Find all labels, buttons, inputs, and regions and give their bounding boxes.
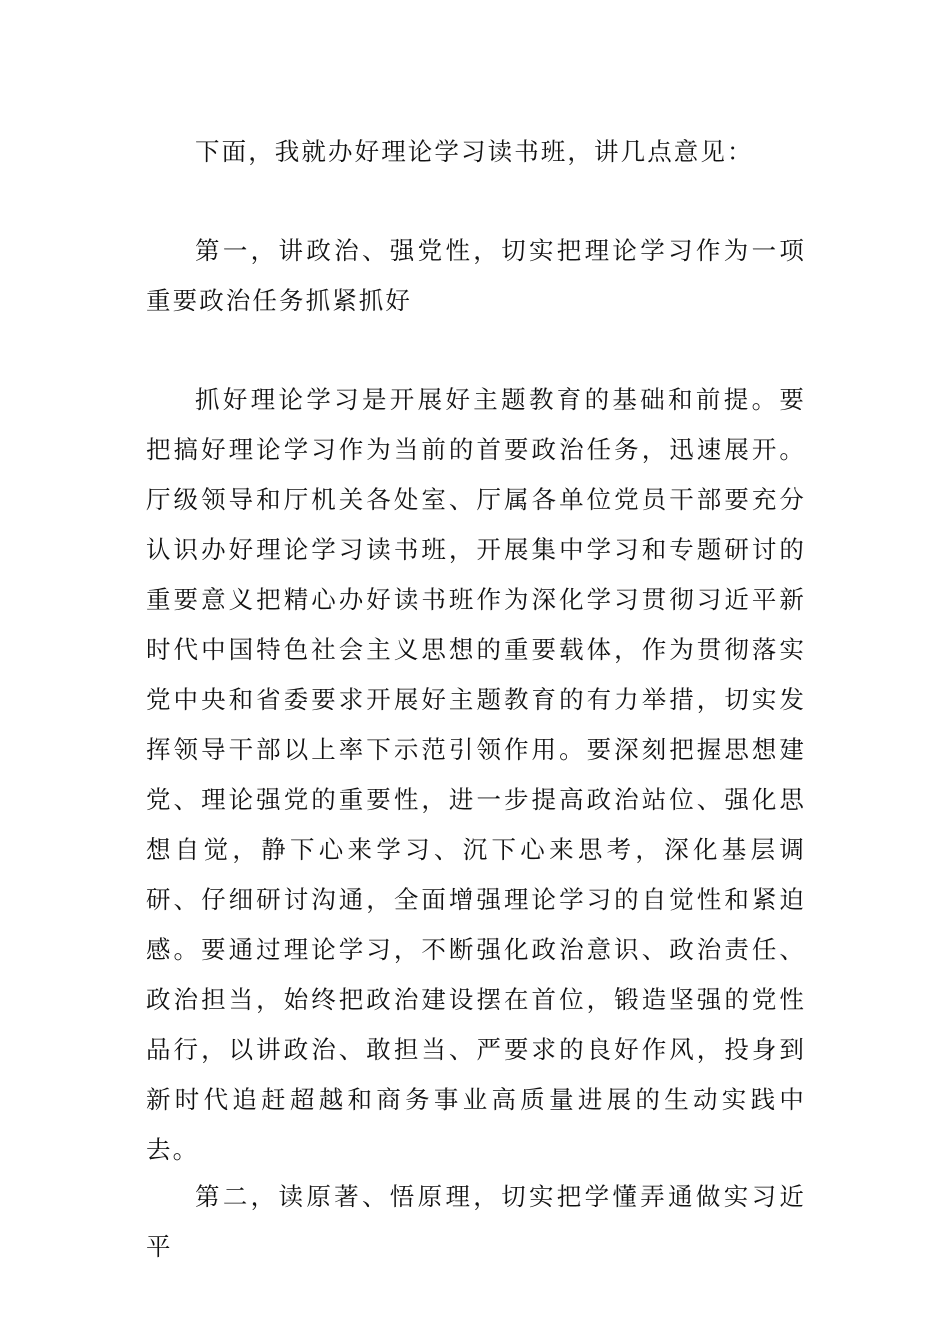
paragraph-heading-second — [146, 1172, 806, 1272]
paragraph-text: 第二，读原著、悟原理，切实把学懂弄通做实习近平 — [146, 1182, 806, 1261]
paragraph-heading-first — [146, 226, 806, 326]
paragraph-text: 第一，讲政治、强党性，切实把理论学习作为一项重要政治任务抓紧抓好 — [146, 236, 806, 315]
paragraph-intro — [146, 127, 806, 177]
paragraph-text: 下面，我就办好理论学习读书班，讲几点意见： — [195, 137, 754, 166]
paragraph-text: 抓好理论学习是开展好主题教育的基础和前提。要把搞好理论学习作为当前的首要政治任务，迅速展开。厅级领导和厅机关各处室、厅属各单位党员干部要充分认识办好理论学习读书班，开展集中学习和专题研讨的重要意义把精心办好读书班作为深化学习贯彻习近平新时代中国特色社会主义思想的重要载体，作为贯彻落实党中央和省委要求开展好主题教育的有力举措，切实发挥领导干部以上率下示范引领作用。要深刻把握思想建党、理论强党的重要性，进一步提高政治站位、强化思想自觉，静下心来学习、沉下心来思考，深化基层调研、仔细研讨沟通，全面增强理论学习的自觉性和紧迫感。要通过理论学习，不断强化政治意识、政治责任、政治担当，始终把政治建设摆在首位，锻造坚强的党性品行，以讲政治、敢担当、严要求的良好作风，投身到新时代追赶超越和商务事业高质量进展的生动实践中去。 — [146, 385, 806, 1164]
paragraph-body-first — [146, 375, 806, 1175]
